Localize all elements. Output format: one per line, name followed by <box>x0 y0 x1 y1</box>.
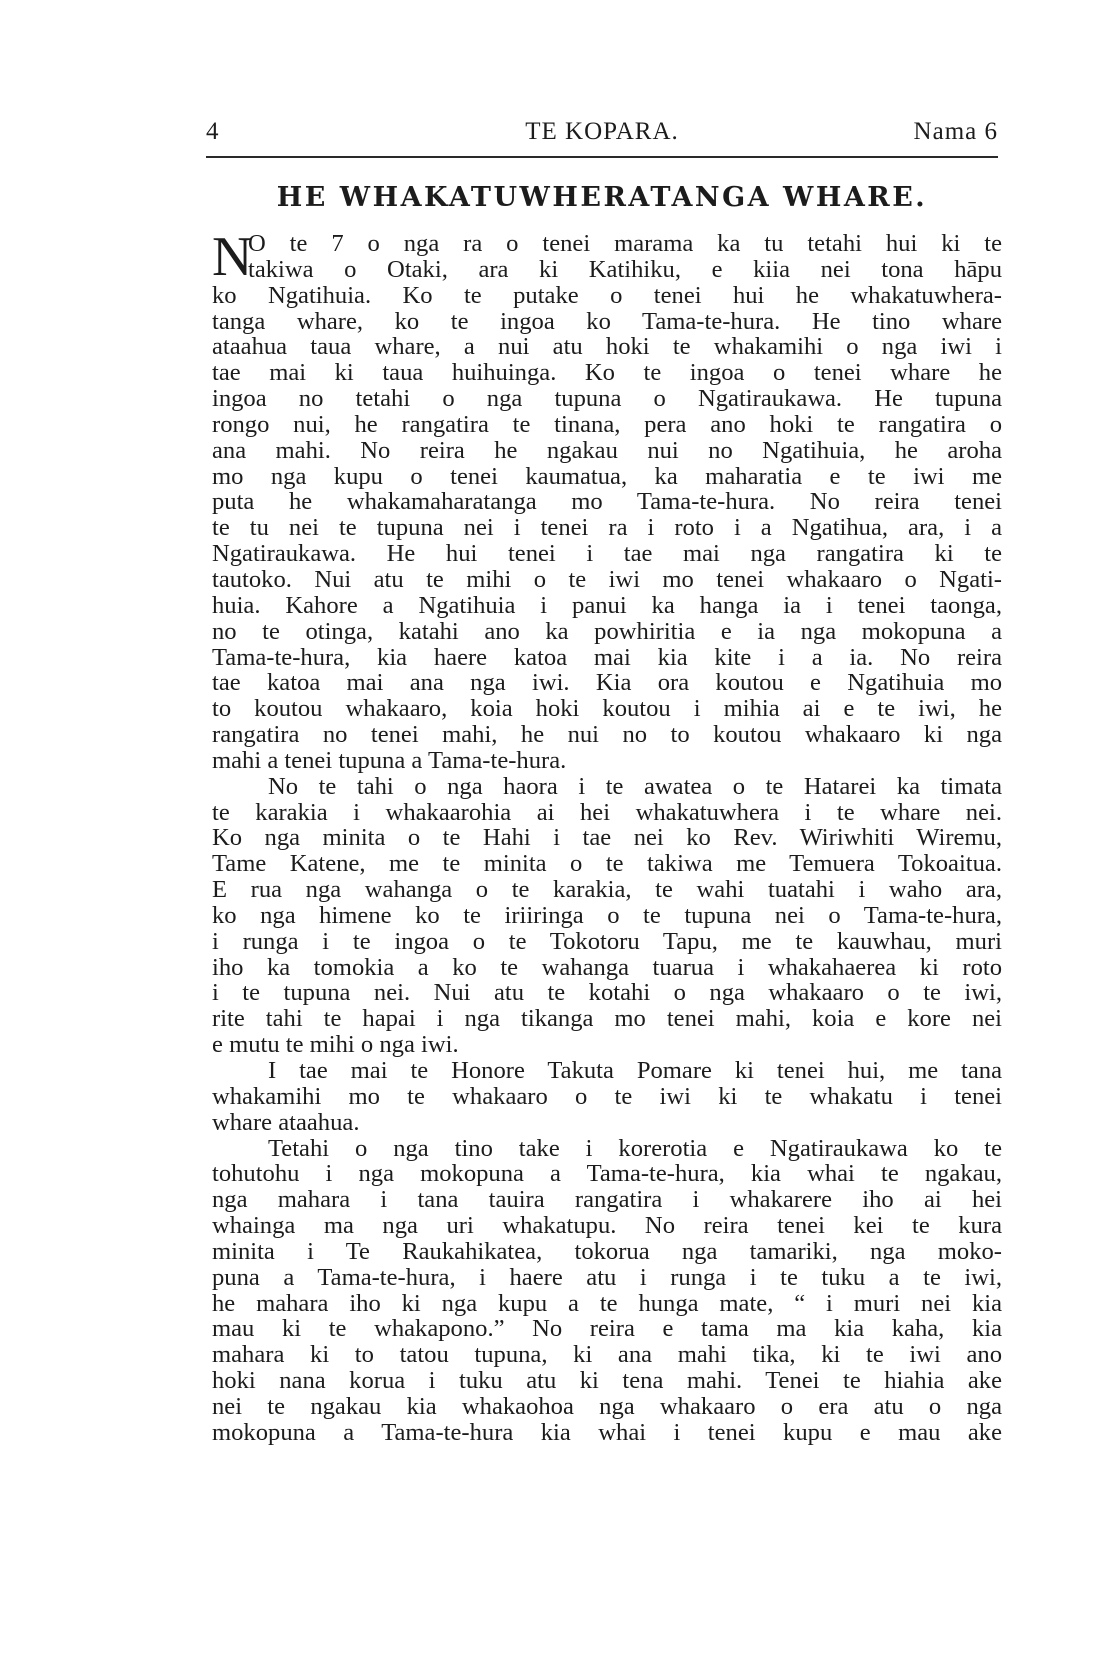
page-number: 4 <box>206 118 220 145</box>
text-line: iho ka tomokia a ko te wahanga tuarua i whakahaerea ki roto <box>212 954 1002 981</box>
text-line: no te otinga, katahi ano ka powhiritia e ia nga mokopuna a <box>212 618 1002 645</box>
text-line: rongo nui, he rangatira te tinana, pera ano hoki te rangatira o <box>212 411 1002 438</box>
text-line: puna a Tama-te-hura, i haere atu i runga i te tuku a te iwi, <box>212 1264 1002 1291</box>
text-line: Tame Katene, me te minita o te takiwa me Temuera Tokoaitua. <box>212 851 1002 878</box>
text-line: O te 7 o nga ra o tenei marama ka tu tetahi hui ki te <box>248 231 1002 257</box>
text-line: i runga i te ingoa o te Tokotoru Tapu, me te kauwhau, muri <box>212 928 1002 955</box>
text-line: Ko nga minita o te Hahi i tae nei ko Rev. Wiriwhiti Wiremu, <box>212 825 1002 852</box>
text-line: tae katoa mai ana nga iwi. Kia ora koutou e Ngatihuia mo <box>212 670 1002 697</box>
text-line: rite tahi te hapai i nga tikanga mo tenei mahi, koia e kore nei <box>212 1006 1002 1033</box>
drop-cap: N <box>212 226 253 288</box>
text-line: hoki nana korua i tuku atu ki tena mahi. Tenei te hiahia ake <box>212 1368 1002 1394</box>
text-line: mahi a tenei tupuna a Tama-te-hura. <box>212 747 567 774</box>
text-line: e mutu te mihi o nga iwi. <box>212 1032 459 1058</box>
text-line: tautoko. Nui atu te mihi o te iwi mo tenei whakaaro o Ngati- <box>212 566 1002 593</box>
text-line: nga mahara i tana tauira rangatira i whakarere iho ai hei <box>212 1187 1002 1214</box>
text-line: ataahua taua whare, a nui atu hoki te whakamihi o nga iwi i <box>212 334 1002 361</box>
text-line: takiwa o Otaki, ara ki Katihiku, e kiia nei tona hāpu <box>248 256 1002 283</box>
text-line: tohutohu i nga mokopuna a Tama-te-hura, kia whai te ngakau, <box>212 1161 1002 1188</box>
text-line: te tu nei te tupuna nei i tenei ra i roto i a Ngatihua, ara, i a <box>212 515 1002 542</box>
text-line: te karakia i whakaarohia ai hei whakatuwhera i te whare nei. <box>212 799 1002 826</box>
running-header <box>206 118 998 148</box>
article-body <box>212 226 1002 1446</box>
text-line: tanga whare, ko te ingoa ko Tama-te-hura. He tino whare <box>212 308 1002 335</box>
text-line: mahara ki to tatou tupuna, ki ana mahi tika, ki te iwi ano <box>212 1342 1002 1369</box>
text-line: Ngatiraukawa. He hui tenei i tae mai nga rangatira ki te <box>212 541 1002 567</box>
header-rule <box>206 156 998 158</box>
text-line: huia. Kahore a Ngatihuia i panui ka hanga ia i tenei taonga, <box>212 592 1002 619</box>
text-line: rangatira no tenei mahi, he nui no to koutou whakaaro ki nga <box>212 722 1002 748</box>
text-line: Tetahi o nga tino take i korerotia e Ngatiraukawa ko te <box>268 1135 1002 1162</box>
text-line: whakamihi mo te whakaaro o te iwi ki te whakatu i tenei <box>212 1083 1002 1110</box>
text-line: minita i Te Raukahikatea, tokorua nga tamariki, nga moko- <box>212 1238 1002 1265</box>
text-line: I tae mai te Honore Takuta Pomare ki tenei hui, me tana <box>268 1058 1002 1084</box>
text-line: tae mai ki taua huihuinga. Ko te ingoa o tenei whare he <box>212 360 1002 387</box>
text-line: mokopuna a Tama-te-hura kia whai i tenei kupu e mau ake <box>212 1419 1002 1446</box>
issue-number: Nama 6 <box>913 118 998 145</box>
text-line: ana mahi. No reira he ngakau nui no Ngatihuia, he aroha <box>212 437 1002 464</box>
text-line: whainga ma nga uri whakatupu. No reira tenei kei te kura <box>212 1213 1002 1239</box>
text-line: whare ataahua. <box>212 1109 360 1136</box>
text-line: nei te ngakau kia whakaohoa nga whakaaro o era atu o nga <box>212 1393 1002 1420</box>
text-line: mau ki te whakapono.” No reira e tama ma kia kaha, kia <box>212 1316 1002 1343</box>
article-heading: HE WHAKATUWHERATANGA WHARE. <box>276 182 928 213</box>
text-line: i te tupuna nei. Nui atu te kotahi o nga whakaaro o te iwi, <box>212 980 1002 1007</box>
text-line: ingoa no tetahi o nga tupuna o Ngatiraukawa. He tupuna <box>212 386 1002 412</box>
text-line: Tama-te-hura, kia haere katoa mai kia kite i a ia. No reira <box>212 644 1002 671</box>
text-line: he mahara iho ki nga kupu a te hunga mate, “ i muri nei kia <box>212 1290 1002 1317</box>
text-line: E rua nga wahanga o te karakia, te wahi tuatahi i waho ara, <box>212 877 1002 903</box>
publication-title: TE KOPARA. <box>525 118 679 145</box>
text-line: puta he whakamaharatanga mo Tama-te-hura. No reira tenei <box>212 489 1002 516</box>
text-line: No te tahi o nga haora i te awatea o te Hatarei ka timata <box>268 773 1002 800</box>
text-line: to koutou whakaaro, koia hoki koutou i mihia ai e te iwi, he <box>212 696 1002 723</box>
text-line: ko Ngatihuia. Ko te putake o tenei hui he whakatuwhera- <box>212 282 1002 309</box>
text-line: mo nga kupu o tenei kaumatua, ka maharatia e te iwi me <box>212 463 1002 490</box>
text-line: ko nga himene ko te iriiringa o te tupuna nei o Tama-te-hura, <box>212 902 1002 929</box>
